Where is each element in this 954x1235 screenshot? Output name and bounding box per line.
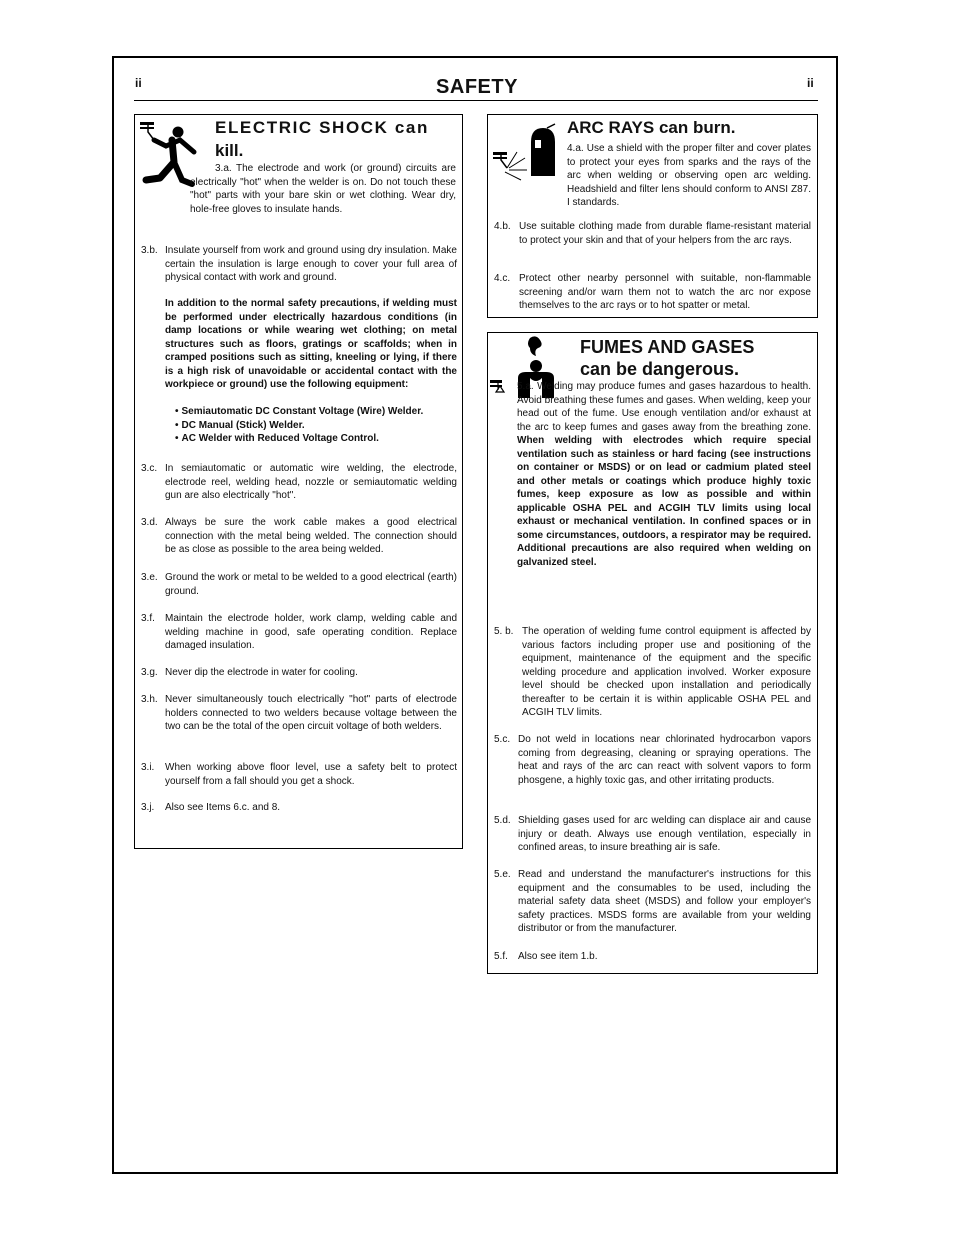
item-3c-number: 3.c. (141, 463, 158, 474)
item-4b-text: Use suitable clothing made from durable flame-resistant material to protect your skin and that of your helpers from the arc rays. (519, 221, 811, 246)
item-5c-number: 5.c. (494, 734, 511, 745)
item-3a-text: 3.a. The electrode and work (or ground) circuits are electrically "hot" when the welder is on. Do not touch these "hot" parts with your bare skin or wet clothing. Wear dry, hole-free gloves to insulate hands. (190, 163, 456, 215)
item-4b-number: 4.b. (494, 221, 511, 232)
item-5b-number: 5. b. (494, 626, 514, 637)
item-3f-text: Maintain the electrode holder, work clamp, welding cable and welding machine in good, safe operating condition. Replace damaged insulation. (165, 613, 457, 651)
item-3f-number: 3.f. (141, 613, 155, 624)
item-3b-number: 3.b. (141, 245, 158, 256)
fumes-heading-line1: FUMES AND GASES (580, 337, 755, 357)
item-3g-number: 3.g. (141, 667, 158, 678)
page-number-left: ii (135, 76, 142, 90)
item-4a-text: 4.a. Use a shield with the proper filter and cover plates to protect your eyes from sparks and the rays of the arc when welding or observing open arc welding. Headshield and filter lens should conform to ANSI Z87. I standards. (567, 143, 811, 208)
item-3d-number: 3.d. (141, 517, 158, 528)
item-5c-text: Do not weld in locations near chlorinated hydrocarbon vapors coming from degreasing, cleaning or spraying operations. The heat and rays of the arc can react with solvent vapors to form phosgene, a highly toxic gas, and other irritating products. (518, 734, 811, 786)
item-4c-number: 4.c. (494, 273, 511, 284)
item-4c-text: Protect other nearby personnel with suitable, non-flammable screening and/or warn them not to watch the arc nor expose themselves to the arc rays or to hot spatter or metal. (519, 273, 811, 311)
item-3j-number: 3.j. (141, 802, 155, 813)
item-5a-warning: When welding with electrodes which require special ventilation such as stainless or hard facing (see instructions on container or MSDS) or on lead or cadmium plated steel and other metals or coatings which produce highly toxic fumes, keep exposure as low as possible and within applicable OSHA PEL and ACGIH TLV limits using local exhaust or mechanical ventilation. In confined spaces or in some circumstances, outdoors, a respirator may be required. Additional precautions are also required when welding on galvanized steel. (517, 435, 811, 568)
item-3h-text: Never simultaneously touch electrically "hot" parts of electrode holders connected to two welders because voltage between the two can be the total of the open circuit voltage of both welders. (165, 694, 457, 732)
item-5d-text: Shielding gases used for arc welding can displace air and cause injury or death. Always use enough ventilation, especially in confined areas, to insure breathing air is safe. (518, 815, 811, 853)
item-5f-number: 5.f. (494, 951, 508, 962)
item-3a (190, 162, 456, 216)
arc-rays-heading: ARC RAYS can burn. (567, 118, 736, 137)
item-3c-text: In semiautomatic or automatic wire welding, the electrode, electrode reel, welding head, nozzle or semiautomatic welding gun are also electrically "hot". (165, 463, 457, 501)
electrical-hazard-warning: In addition to the normal safety precautions, if welding must be performed under electrically hazardous conditions (in damp locations or while wearing wet clothing; on metal structures such as floors, gratings or scaffolds; when in cramped positions such as sitting, kneeling or lying, if there is a high risk of unavoidable or accidental contact with the workpiece or ground) use the following equipment: (165, 298, 457, 390)
item-5a (517, 380, 811, 569)
page-number-right: ii (807, 76, 814, 90)
equipment-item: • AC Welder with Reduced Voltage Control. (175, 432, 457, 446)
electric-shock-heading-line2: kill. (215, 141, 244, 160)
item-5e-number: 5.e. (494, 869, 511, 880)
item-3h-number: 3.h. (141, 694, 158, 705)
item-3i-text: When working above floor level, use a safety belt to protect yourself from a fall should you get a shock. (165, 762, 457, 787)
fumes-heading-line2: can be dangerous. (580, 359, 740, 379)
item-3d-text: Always be sure the work cable makes a good electrical connection with the metal being welded. The connection should be as close as possible to the area being welded. (165, 517, 457, 555)
page-title: SAFETY (436, 76, 518, 98)
item-5d-number: 5.d. (494, 815, 511, 826)
equipment-list (175, 405, 457, 446)
equipment-item: • DC Manual (Stick) Welder. (175, 419, 457, 433)
item-5f-text: Also see item 1.b. (518, 951, 598, 962)
item-3e-number: 3.e. (141, 572, 158, 583)
item-3b-text: Insulate yourself from work and ground using dry insulation. Make certain the insulation is large enough to cover your full area of physical contact with work and ground. (165, 245, 457, 283)
item-3e-text: Ground the work or metal to be welded to a good electrical (earth) ground. (165, 572, 457, 597)
arc-rays-icon (491, 124, 563, 182)
electric-shock-heading-line1: ELECTRIC SHOCK can (215, 118, 429, 137)
item-5a-text: 5.a. Welding may produce fumes and gases hazardous to health. Avoid breathing these fumes and gases. When welding, keep your head out of the fume. Use enough ventilation and/or exhaust at the arc to keep fumes and gases away from the breathing zone. (517, 381, 811, 433)
item-3i-number: 3.i. (141, 762, 155, 773)
item-5e-text: Read and understand the manufacturer's instructions for this equipment and the consumables to be used, including the material safety data sheet (MSDS) and follow your employer's safety practices. MSDS forms are available from your welding distributor or from the manufacturer. (518, 869, 811, 934)
item-5b-text: The operation of welding fume control equipment is affected by various factors including proper use and positioning of the equipment, maintenance of the equipment and the specific welding procedure and application involved. Worker exposure level should be checked upon installation and periodically thereafter to be certain it is within applicable OSHA PEL and ACGIH TLV limits. (522, 626, 811, 718)
equipment-item: • Semiautomatic DC Constant Voltage (Wire) Welder. (175, 405, 457, 419)
title-divider (134, 100, 818, 101)
item-3g-text: Never dip the electrode in water for cooling. (165, 667, 358, 678)
item-3j-text: Also see Items 6.c. and 8. (165, 802, 281, 813)
